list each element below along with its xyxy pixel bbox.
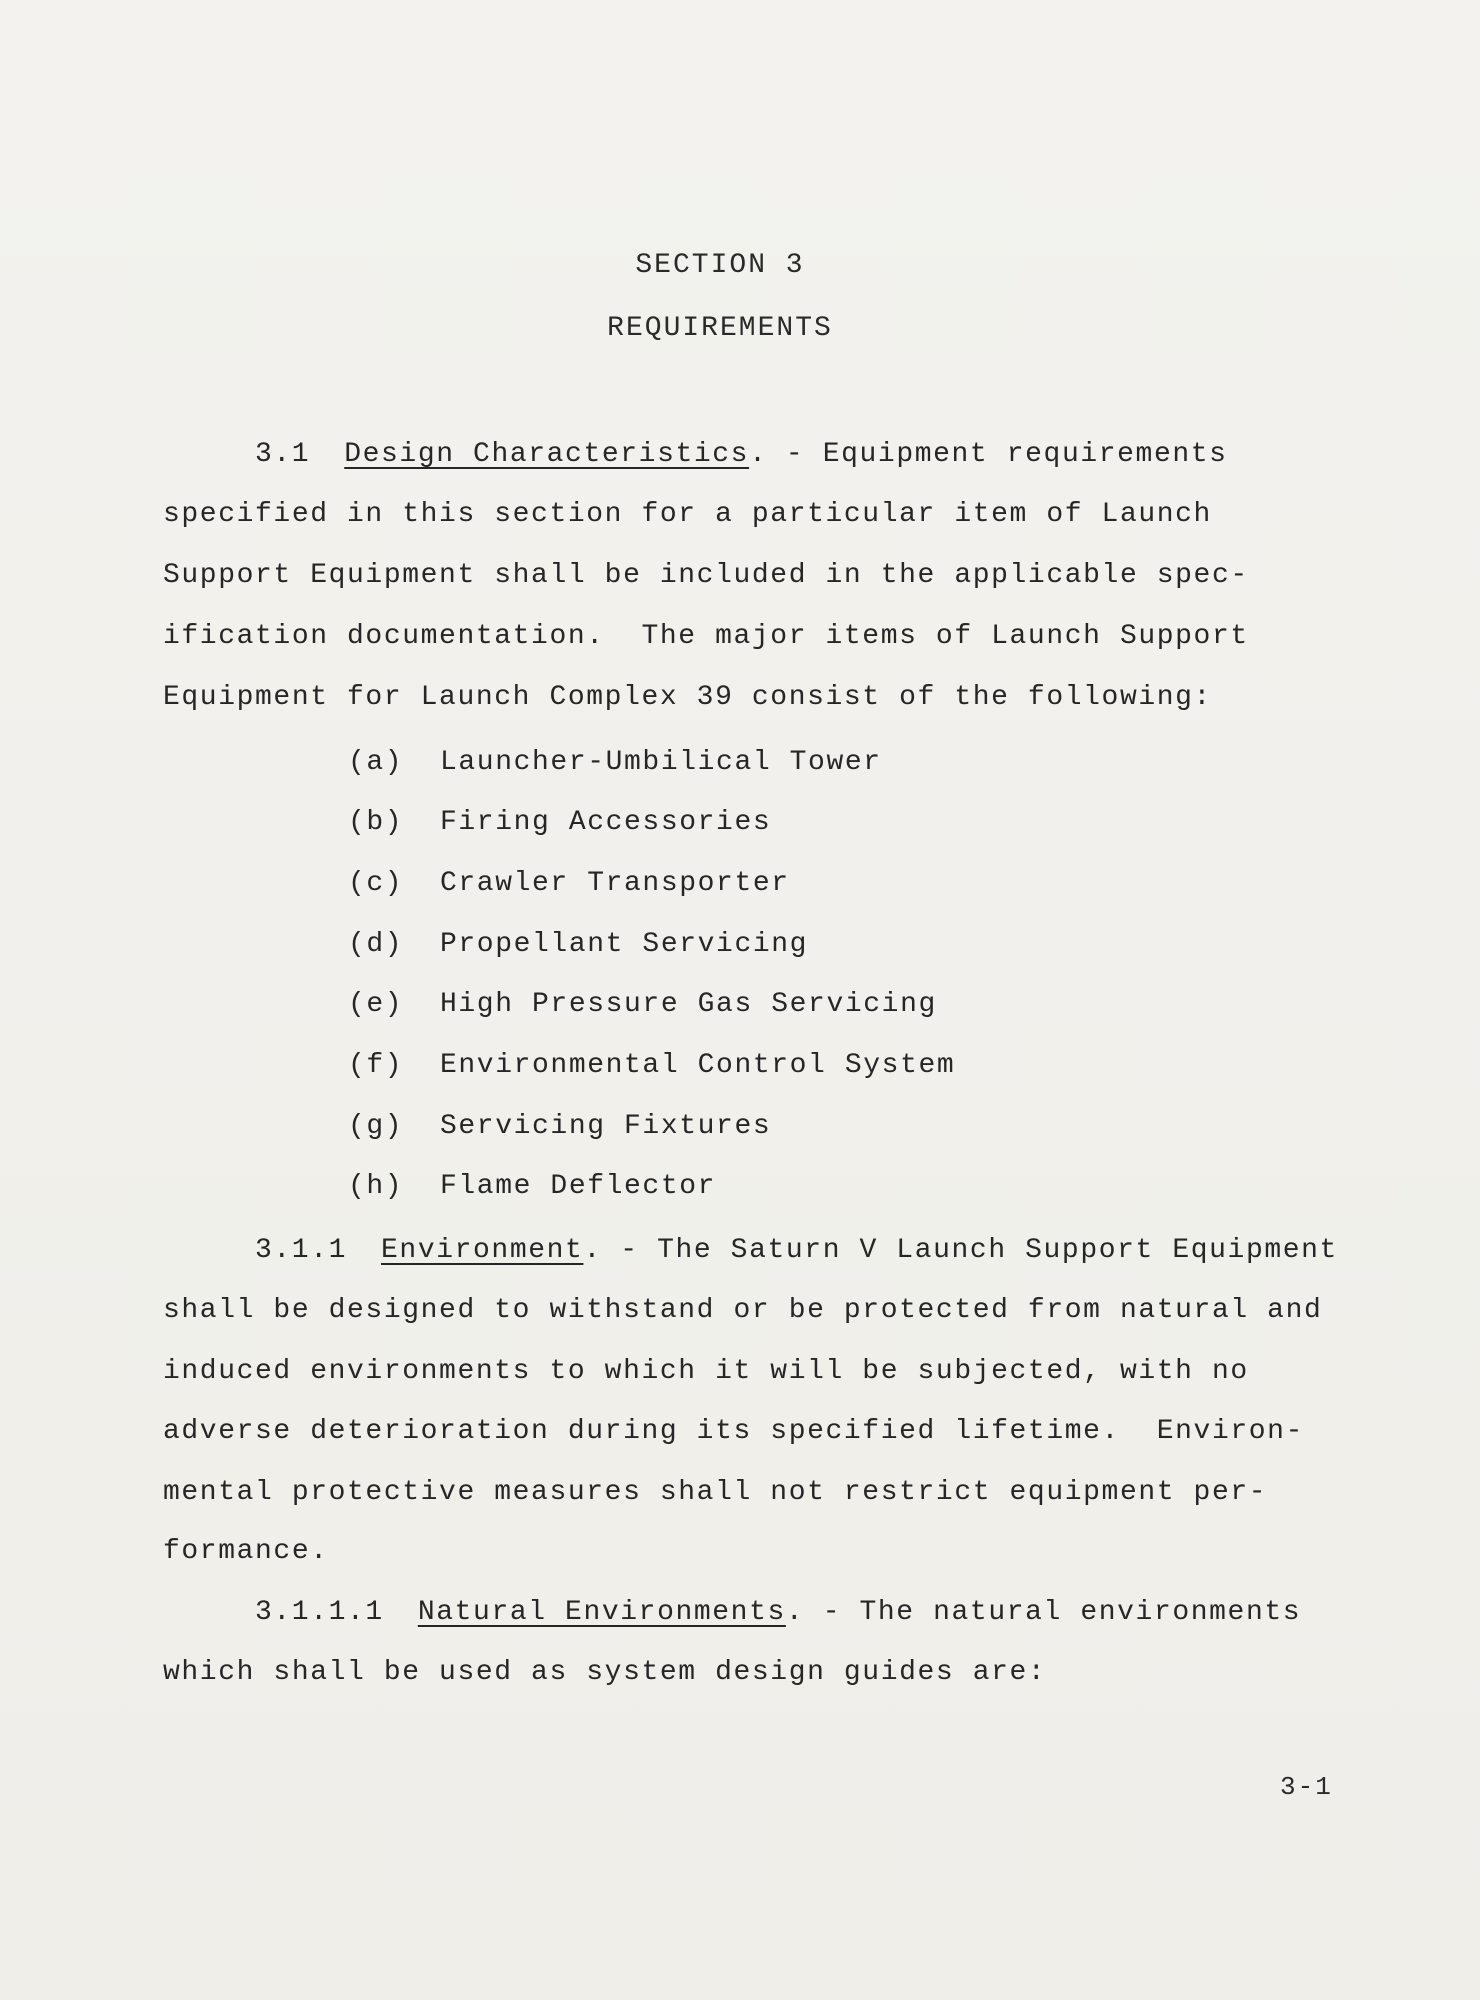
list-item-label: (h) [348, 1171, 404, 1202]
list-item-label: (f) [348, 1050, 404, 1081]
list-item-label: (c) [348, 868, 404, 899]
list-item-text: Firing Accessories [440, 807, 772, 838]
list-item [348, 988, 937, 1022]
list-item-text: Servicing Fixtures [440, 1111, 772, 1142]
paragraph-3-1-first-line [255, 438, 1435, 472]
paragraph-line: specified in this section for a particular item of Launch [163, 499, 1212, 530]
paragraph-line: Support Equipment shall be included in the applicable spec- [163, 560, 1249, 591]
paragraph-3-1-1-first-line [255, 1234, 1435, 1268]
paragraph-line: mental protective measures shall not restrict equipment per- [163, 1477, 1268, 1508]
list-item-label: (g) [348, 1111, 404, 1142]
paragraph-text: . - The Saturn V Launch Support Equipment [583, 1235, 1338, 1266]
paragraph-line: Equipment for Launch Complex 39 consist of the following: [163, 682, 1212, 713]
paragraph-number: 3.1.1 [255, 1235, 348, 1266]
paragraph-line: shall be designed to withstand or be protected from natural and [163, 1295, 1323, 1326]
list-item [348, 1049, 955, 1083]
list-item [348, 928, 808, 962]
page-number: 3-1 [1280, 1772, 1333, 1802]
list-item [348, 1170, 716, 1204]
list-item-text: Launcher-Umbilical Tower [440, 747, 882, 778]
list-item-text: Flame Deflector [440, 1171, 717, 1202]
paragraph-title: Design Characteristics [344, 439, 750, 470]
list-item [348, 746, 882, 780]
list-item-label: (b) [348, 807, 404, 838]
list-item [348, 806, 771, 840]
paragraph-line: adverse deterioration during its specified lifetime. Environ- [163, 1416, 1304, 1447]
list-item-label: (e) [348, 989, 404, 1020]
paragraph-number: 3.1 [255, 439, 311, 470]
paragraph-text: . - The natural environments [785, 1597, 1302, 1628]
list-item [348, 867, 790, 901]
paragraph-line: induced environments to which it will be subjected, with no [163, 1356, 1249, 1387]
section-heading: SECTION 3 [635, 250, 805, 281]
list-item-label: (a) [348, 747, 404, 778]
list-item-text: Propellant Servicing [440, 929, 809, 960]
list-item-text: High Pressure Gas Servicing [440, 989, 937, 1020]
section-title: REQUIREMENTS [607, 313, 833, 344]
list-item-text: Crawler Transporter [440, 868, 790, 899]
paragraph-3-1-1-1-first-line [255, 1596, 1435, 1630]
list-item-text: Environmental Control System [440, 1050, 956, 1081]
paragraph-number: 3.1.1.1 [255, 1597, 384, 1628]
paragraph-title: Environment [381, 1235, 584, 1266]
paragraph-text: . - Equipment requirements [749, 439, 1228, 470]
paragraph-title: Natural Environments [417, 1597, 786, 1628]
list-item [348, 1110, 771, 1144]
paragraph-line: which shall be used as system design guides are: [163, 1657, 1047, 1688]
paragraph-line: formance. [163, 1536, 329, 1567]
list-item-label: (d) [348, 929, 404, 960]
paragraph-line: ification documentation. The major items of Launch Support [163, 621, 1249, 652]
